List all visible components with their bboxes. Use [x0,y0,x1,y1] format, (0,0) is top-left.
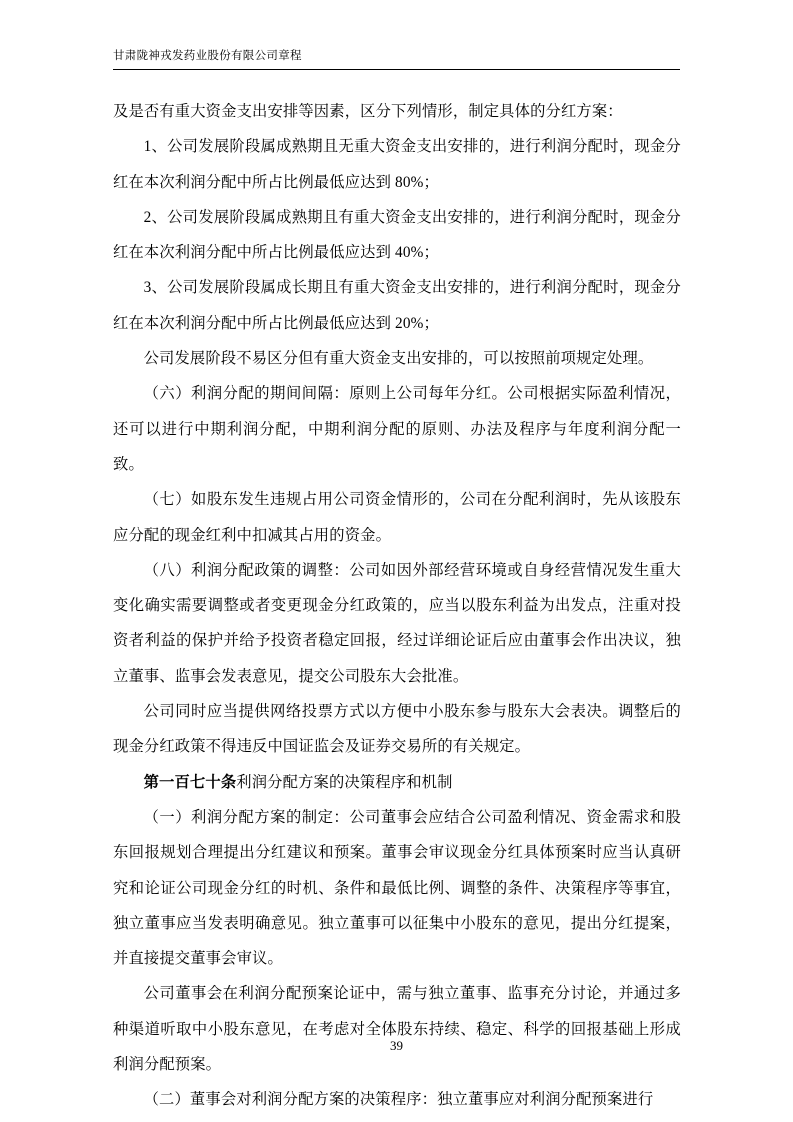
article-heading [113,765,681,800]
paragraph: （二）董事会对利润分配方案的决策程序：独立董事应对利润分配预案进行 [143,1091,654,1109]
paragraph: （八）利润分配政策的调整：公司如因外部经营环境或自身经营情况发生重大变化确实需要调整或者变更现金分红政策的，应当以股东利益为出发点，注重对投资者利益的保护并给予投资者稳定回报，经过详细论证后应由董事会作出决议，独立董事、监事会发表意见，提交公司股东大会批准。 [113,561,681,685]
paragraph: 1、公司发展阶段属成熟期且无重大资金支出安排的，进行利润分配时，现金分红在本次利润分配中所占比例最低应达到 80%； [113,138,681,191]
paragraph: 公司发展阶段不易区分但有重大资金支出安排的，可以按照前项规定处理。 [143,350,654,368]
page-header: 甘肃陇神戎发药业股份有限公司章程 [113,48,680,70]
paragraph: （一）利润分配方案的制定：公司董事会应结合公司盈利情况、资金需求和股东回报规划合理提出分红建议和预案。董事会审议现金分红具体预案时应当认真研究和论证公司现金分红的时机、条件和最低比例、调整的条件、决策程序等事宜，独立董事应当发表明确意见。独立董事可以征集中小股东的意见，提出分红提案，并直接提交董事会审议。 [113,808,681,968]
paragraph: 3、公司发展阶段属成长期且有重大资金支出安排的，进行利润分配时，现金分红在本次利润分配中所占比例最低应达到 20%； [113,279,681,332]
paragraph: 及是否有重大资金支出安排等因素，区分下列情形，制定具体的分红方案： [113,103,623,120]
paragraph: 2、公司发展阶段属成熟期且有重大资金支出安排的，进行利润分配时，现金分红在本次利润分配中所占比例最低应达到 40%； [113,208,681,262]
paragraph: （六）利润分配的期间间隔：原则上公司每年分红。公司根据实际盈利情况，还可以进行中期利润分配，中期利润分配的原则、办法及程序与年度利润分配一致。 [113,385,681,473]
paragraph: （七）如股东发生违规占用公司资金情形的，公司在分配利润时，先从该股东应分配的现金红利中扣减其占用的资金。 [113,491,681,544]
article-title: 利润分配方案的决策程序和机制 [236,773,453,791]
document-body [113,94,681,1118]
paragraph: 公司同时应当提供网络投票方式以方便中小股东参与股东大会表决。调整后的现金分红政策不得违反中国证监会及证券交易所的有关规定。 [113,703,681,756]
article-number: 第一百七十条 [143,773,237,791]
paragraph: 公司董事会在利润分配预案论证中，需与独立董事、监事充分讨论，并通过多种渠道听取中小股东意见，在考虑对全体股东持续、稳定、科学的回报基础上形成利润分配预案。 [113,985,681,1074]
page-number: 39 [390,1038,403,1053]
